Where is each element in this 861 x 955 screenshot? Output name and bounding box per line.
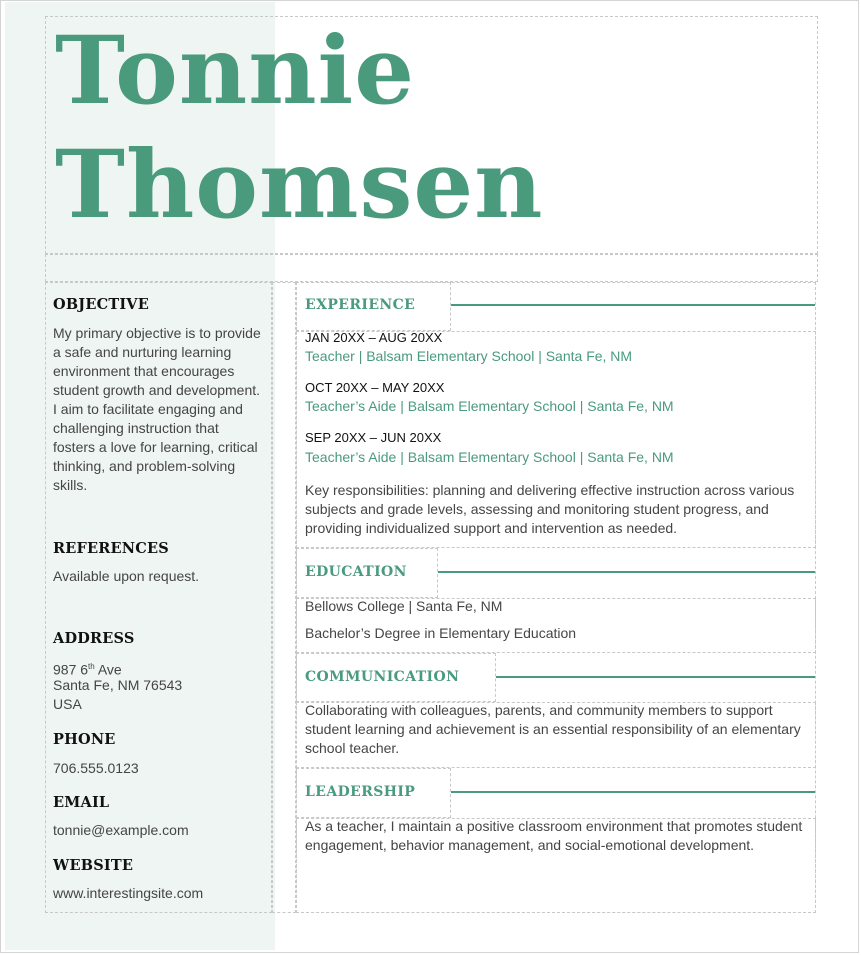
education-school: Bellows College | Santa Fe, NM bbox=[305, 598, 503, 614]
email-text[interactable]: tonnie@example.com bbox=[53, 822, 189, 838]
spacer-row bbox=[45, 254, 818, 282]
leadership-heading: LEADERSHIP bbox=[305, 784, 416, 800]
address-line-3: USA bbox=[53, 696, 82, 712]
communication-heading: COMMUNICATION bbox=[305, 669, 460, 685]
education-rule bbox=[438, 571, 815, 573]
education-heading: EDUCATION bbox=[305, 564, 407, 580]
experience-responsibilities: Key responsibilities: planning and delivering effective instruction across various subjects and grade levels, assessing and monitoring student progress, and providing individualized support and intervention as needed. bbox=[305, 482, 795, 536]
communication-rule bbox=[496, 676, 815, 678]
last-name: Thomsen bbox=[55, 130, 544, 240]
objective-heading: OBJECTIVE bbox=[53, 296, 150, 313]
communication-text: Collaborating with colleagues, parents, and community members to support student learning and achievement is an essential responsibility of an elementary school teacher. bbox=[305, 702, 801, 756]
gutter-cell bbox=[272, 282, 296, 913]
email-heading: EMAIL bbox=[53, 794, 110, 811]
education-degree: Bachelor’s Degree in Elementary Education bbox=[305, 625, 577, 641]
address-line-2: Santa Fe, NM 76543 bbox=[53, 677, 183, 693]
leadership-rule bbox=[451, 791, 815, 793]
references-text: Available upon request. bbox=[53, 568, 200, 584]
job-3-dates: SEP 20XX – JUN 20XX bbox=[305, 430, 442, 445]
job-1-dates: JAN 20XX – AUG 20XX bbox=[305, 330, 443, 345]
job-2-dates: OCT 20XX – MAY 20XX bbox=[305, 380, 445, 395]
website-text[interactable]: www.interestingsite.com bbox=[53, 885, 204, 901]
job-3-role: Teacher’s Aide | Balsam Elementary School | Santa Fe, NM bbox=[305, 449, 674, 465]
phone-text: 706.555.0123 bbox=[53, 760, 139, 776]
address-ordinal: th bbox=[88, 662, 95, 671]
job-1-role: Teacher | Balsam Elementary School | Santa Fe, NM bbox=[305, 348, 633, 364]
first-name: Tonnie bbox=[55, 16, 416, 126]
leadership-text: As a teacher, I maintain a positive classroom environment that promotes student engagement, behavior management, and social-emotional development. bbox=[305, 818, 803, 853]
address-street-number: 987 6 bbox=[53, 661, 89, 678]
job-2-role: Teacher’s Aide | Balsam Elementary School | Santa Fe, NM bbox=[305, 398, 674, 414]
address-heading: ADDRESS bbox=[53, 630, 135, 647]
experience-rule bbox=[451, 304, 815, 306]
phone-heading: PHONE bbox=[53, 731, 116, 748]
references-heading: REFERENCES bbox=[53, 540, 169, 557]
objective-text: My primary objective is to provide a safe and nurturing learning environment that encourages student growth and development. I aim to facilitate engaging and challenging instruction that fosters a love for learning, critical thinking, and problem-solving skills. bbox=[53, 325, 261, 493]
address-street-name: Ave bbox=[94, 661, 122, 678]
website-heading: WEBSITE bbox=[53, 857, 134, 874]
experience-heading: EXPERIENCE bbox=[305, 297, 416, 313]
